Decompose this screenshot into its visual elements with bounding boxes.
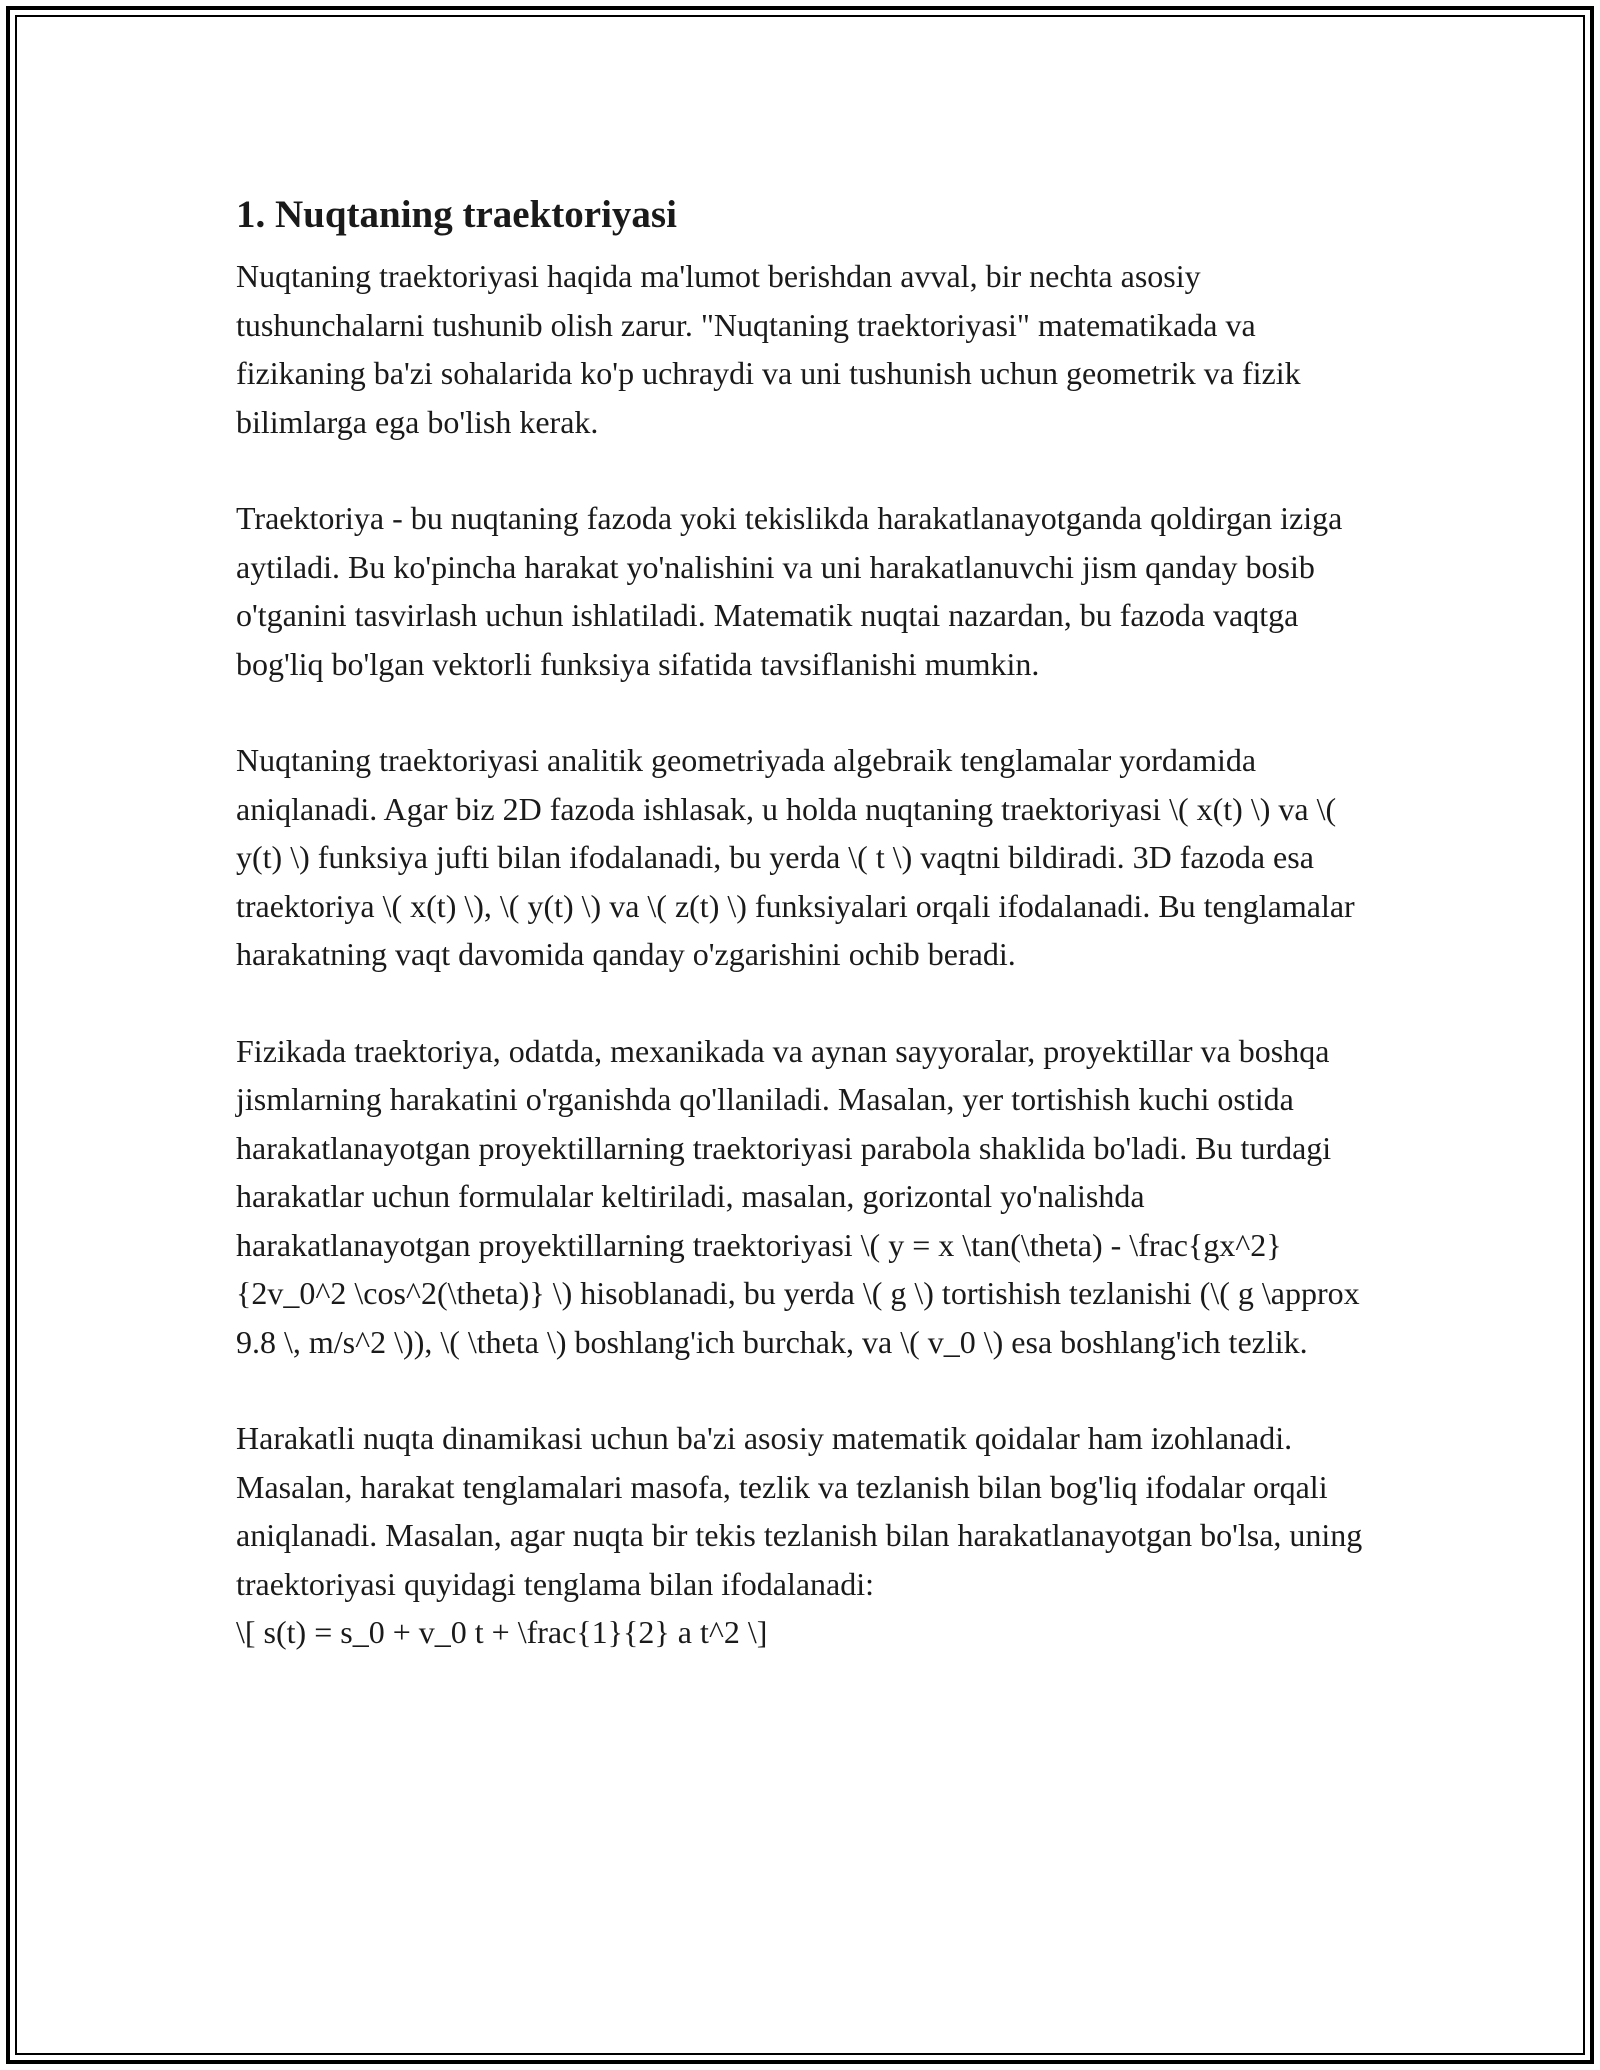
paragraph-3: Nuqtaning traektoriyasi analitik geometriyada algebraik tenglamalar yordamida aniqlanadi. Agar biz 2D fazoda ishlasak, u holda nuqtaning traektoriyasi \( x(t) \) va \( y(t) \) funksiya jufti bilan ifodalanadi, bu yerda \( t \) vaqtni bildiradi. 3D fazoda esa traektoriya \( x(t) \), \( y(t) \) va \( z(t) \) funksiyalari orqali ifodalanadi. Bu tenglamalar harakatning vaqt davomida qanday o'zgarishini ochib beradi. bbox=[236, 742, 1355, 972]
section-heading: 1. Nuqtaning traektoriyasi bbox=[236, 193, 677, 236]
paragraph-5: Harakatli nuqta dinamikasi uchun ba'zi asosiy matematik qoidalar ham izohlanadi. Masalan, harakat tenglamalari masofa, tezlik va tezlanish bilan bog'liq ifodalar orqali aniqlanadi. Masalan, agar nuqta bir tekis tezlanish bilan harakatlanayotgan bo'lsa, uning traektoriyasi quyidagi tenglama bilan ifodalanadi: bbox=[236, 1420, 1363, 1602]
display-formula: \[ s(t) = s_0 + v_0 t + \frac{1}{2} a t^2 \] bbox=[236, 1614, 768, 1650]
paragraph-4: Fizikada traektoriya, odatda, mexanikada va aynan sayyoralar, proyektillar va boshqa jismlarning harakatini o'rganishda qo'llaniladi. Masalan, yer tortishish kuchi ostida harakatlanayotgan proyektillarning traektoriyasi parabola shaklida bo'ladi. Bu turdagi harakatlar uchun formulalar keltiriladi, masalan, gorizontal yo'nalishda harakatlanayotgan proyektillarning traektoriyasi \( y = x \tan(\theta) - \frac{gx^2}{2v_0^2 \cos^2(\theta)} \) hisoblanadi, bu yerda \( g \) tortishish tezlanishi (\( g \approx 9.8 \, m/s^2 \)), \( \theta \) boshlang'ich burchak, va \( v_0 \) esa boshlang'ich tezlik. bbox=[236, 1032, 1360, 1360]
document-body bbox=[236, 188, 1366, 1657]
paragraph-1: Nuqtaning traektoriyasi haqida ma'lumot berishdan avval, bir nechta asosiy tushunchalarni tushunib olish zarur. "Nuqtaning traektoriyasi" matematikada va fizikaning ba'zi sohalarida ko'p uchraydi va uni tushunish uchun geometrik va fizik bilimlarga ega bo'lish kerak. bbox=[236, 258, 1301, 440]
paragraph-2: Traektoriya - bu nuqtaning fazoda yoki tekislikda harakatlanayotganda qoldirgan iziga aytiladi. Bu ko'pincha harakat yo'nalishini va uni harakatlanuvchi jism qanday bosib o'tganini tasvirlash uchun ishlatiladi. Matematik nuqtai nazardan, bu fazoda vaqtga bog'liq bo'lgan vektorli funksiya sifatida tavsiflanishi mumkin. bbox=[236, 500, 1343, 682]
